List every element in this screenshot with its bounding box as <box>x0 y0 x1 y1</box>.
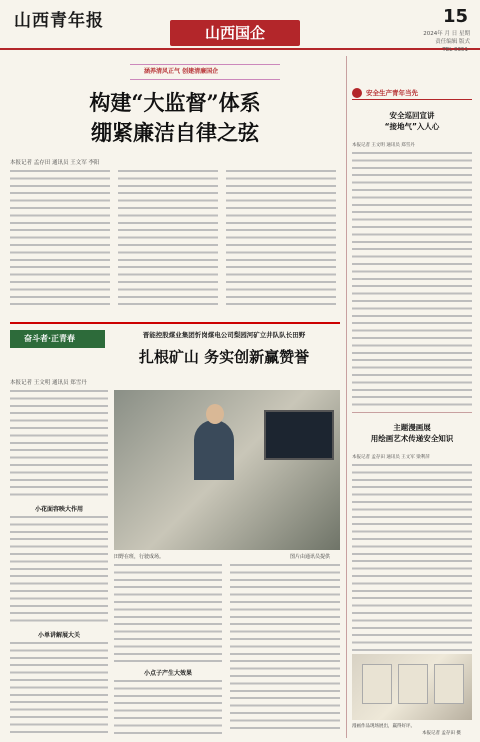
newspaper-logo: 山西青年报 <box>14 11 104 31</box>
story-1-title: 构建“大监督”体系 绷紧廉洁自律之弦 <box>89 90 261 145</box>
story-2-pre-title: 晋能控股煤业集团忻岗煤电公司梨园河矿立井队队长田野 <box>142 331 306 339</box>
story-2-subhead-3: 小点子产生大效果 <box>143 670 192 677</box>
story-2-body-col-1c <box>10 642 108 734</box>
story-2-photo <box>114 390 340 550</box>
story-2-subhead-2: 小单讲解展大关 <box>37 632 80 639</box>
header-info: 2024年 月 日 星期 责任编辑 版式 TEL 0351- <box>423 31 470 53</box>
story-1-kicker: 涵养清风正气 创建清廉国企 <box>130 58 280 84</box>
sidebar-divider <box>352 412 472 413</box>
sidebar-story-b-byline: 本报记者 孟存田 通讯员 王文军 梁利萍 <box>352 455 430 460</box>
story-2-subhead-1: 小花面容映大作用 <box>34 506 83 513</box>
story-2-body-col-3 <box>230 564 340 734</box>
masthead <box>0 0 480 53</box>
story-1-body-col-2 <box>118 170 218 310</box>
sidebar-photo-caption: 漫画作品现场展出，赢得好评。 <box>352 724 415 729</box>
section-divider <box>10 322 340 324</box>
story-1 <box>10 58 340 320</box>
sidebar-tag-icon <box>352 88 362 98</box>
sidebar-tag: 安全生产青年当先 <box>352 86 472 100</box>
story-2-photo-credit: 图片由通讯员提供 <box>290 554 331 560</box>
story-1-byline: 本报记者 孟存田 通讯员 王文军 李阳 <box>10 160 100 166</box>
sidebar-photo-credit: 本报记者 孟存田 摄 <box>422 731 461 736</box>
story-2-body-col-2 <box>114 564 222 664</box>
story-2-title: 扎根矿山 务实创新赢赞誉 <box>138 348 310 366</box>
story-2-body-col-1b <box>10 516 108 626</box>
story-2-body-col-1 <box>10 390 108 500</box>
section-title: 山西国企 <box>170 20 300 46</box>
story-1-body-col-3 <box>226 170 336 310</box>
column-divider <box>346 56 347 738</box>
story-2-tag: 奋斗者·正青春 <box>10 330 105 348</box>
story-2 <box>10 326 340 738</box>
story-2-body-col-2b <box>114 680 222 734</box>
page-number: 15 <box>442 6 468 27</box>
story-2-photo-caption: 田野在班，行驶成场。 <box>114 554 165 560</box>
sidebar-story-b-body <box>352 464 472 652</box>
sidebar-story-b-title: 主题漫画展 用绘画艺术传递安全知识 <box>370 423 454 443</box>
story-1-body-col-1 <box>10 170 110 310</box>
sidebar-story-a-title: 安全巡回宣讲 “接地气”入人心 <box>384 111 440 131</box>
story-2-byline: 本报记者 王文明 通讯员 郑雪丹 <box>10 380 87 386</box>
sidebar <box>352 56 472 738</box>
sidebar-story-a-byline: 本报记者 王文明 通讯员 郑雪丹 <box>352 143 415 148</box>
sidebar-story-a-body <box>352 152 472 408</box>
sidebar-photo <box>352 654 472 720</box>
